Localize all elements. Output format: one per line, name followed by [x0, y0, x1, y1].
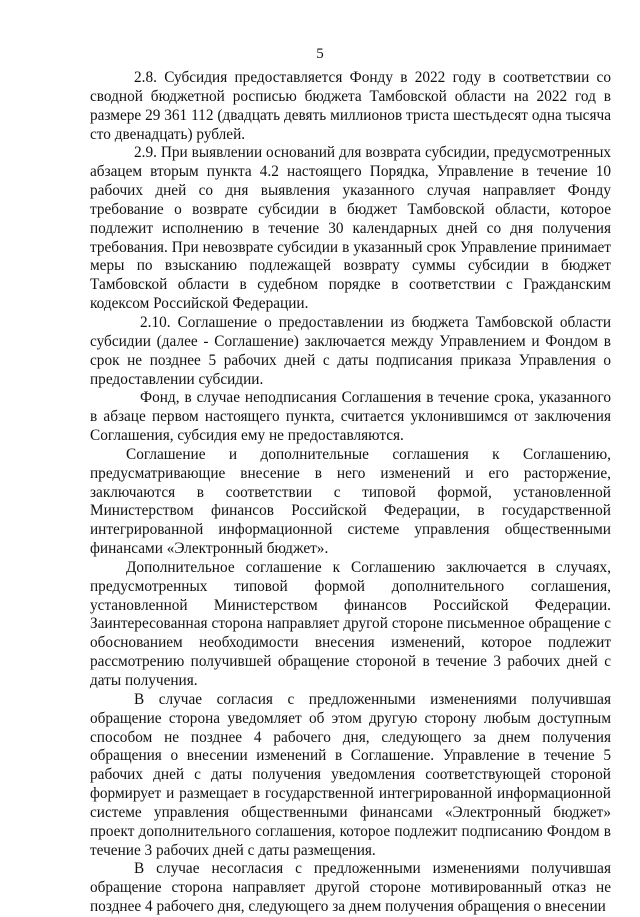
page-number: 5 [316, 46, 324, 62]
paragraph-2-9: 2.9. При выявлении оснований для возврата субсидии, предусмотренных абзацем вторым пункта 4.2 настоящего Порядка, Управление в течение 10 рабочих дней со дня выявления указанного случая направляет Фонду требование о возврате субсидии в бюджет Тамбовской области, которое подлежит исполнению в течение 30 календарных дней со дня получения требования. При невозврате субсидии в указанный срок Управление принимает меры по взысканию подлежащей возврату суммы субсидии в бюджет Тамбовской области в судебном порядке в соответствии с Гражданским кодексом Российской Федерации. [90, 144, 611, 313]
paragraph-disagreement-case: В случае несогласия с предложенными изменениями получившая обращение сторона направляет другой стороне мотивированный отказ не позднее 4 рабочего дня, следующего за днем получения обращения о внесении [90, 860, 611, 916]
paragraph-2-10: 2.10. Соглашение о предоставлении из бюджета Тамбовской области субсидии (далее - Соглашение) заключается между Управлением и Фондом в срок не позднее 5 рабочих дней с даты подписания приказа Управления о предоставлении субсидии. [90, 313, 611, 388]
paragraph-consent-case: В случае согласия с предложенными изменениями получившая обращение сторона уведомляет об этом другую сторону любым доступным способом не позднее 4 рабочего дня, следующего за днем получения обращения о внесении изменений в Соглашение. Управление в течение 5 рабочих дней с даты получения уведомления соответствующей стороной формирует и размещает в государственной интегрированной информационной системе управления общественными финансами «Электронный бюджет» проект дополнительного соглашения, которое подлежит подписанию Фондом в течение 3 рабочих дней с даты размещения. [90, 690, 611, 859]
paragraph-agreement-forms: Соглашение и дополнительные соглашения к Соглашению, предусматривающие внесение в него изменений и его расторжение, заключаются в соответствии с типовой формой, установленной Министерством финансов Российской Федерации, в государственной интегрированной информационной системе управления общественными финансами «Электронный бюджет». [90, 445, 611, 558]
paragraph-2-8: 2.8. Субсидия предоставляется Фонду в 2022 году в соответствии со сводной бюджетной росписью бюджета Тамбовской области на 2022 год в размере 29 361 112 (двадцать девять миллионов триста шестьдесят одна тысяча сто двенадцать) рублей. [90, 69, 611, 143]
paragraph-fund-refusal: Фонд, в случае неподписания Соглашения в течение срока, указанного в абзаце первом настоящего пункта, считается уклонившимся от заключения Соглашения, субсидия ему не предоставляются. [90, 389, 611, 445]
paragraph-additional-agreement: Дополнительное соглашение к Соглашению заключается в случаях, предусмотренных типовой формой дополнительного соглашения, установленной Министерством финансов Российской Федерации. Заинтересованная сторона направляет другой стороне письменное обращение с обоснованием необходимости внесения изменений, которое подлежит рассмотрению получившей обращение стороной в течение 3 рабочих дней с даты получения. [90, 558, 611, 689]
document-body [90, 69, 611, 917]
